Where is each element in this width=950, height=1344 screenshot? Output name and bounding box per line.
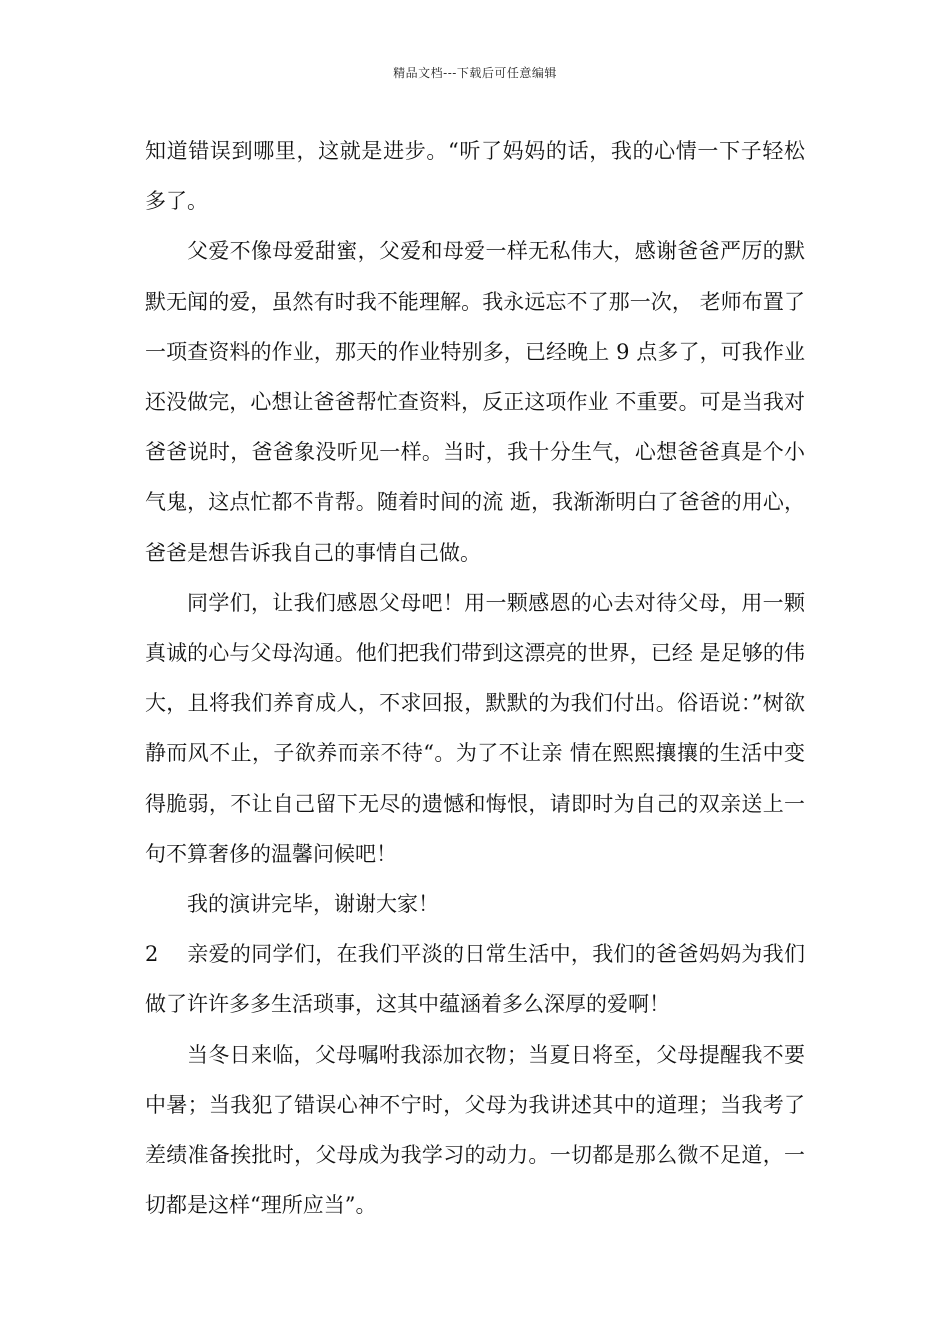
section-number: 2 bbox=[145, 942, 159, 967]
document-body bbox=[145, 126, 805, 1230]
paragraph-father-love: 父爱不像母爱甜蜜，父爱和母爱一样无私伟大，感谢爸爸严厉的默默无闻的爱，虽然有时我不能理解。我永远忘不了那一次， 老师布置了一项查资料的作业，那天的作业特别多，已经晚上 9 点多了，可我作业还没做完，心想让爸爸帮忙查资料，反正这项作业 不重要。可是当我对爸爸说时，爸爸象没听见一样。当时，我十分生气，心想爸爸真是个小气鬼，这点忙都不肯帮。随着时间的流 逝，我渐渐明白了爸爸的用心，爸爸是想告诉我自己的事情自己做。 bbox=[145, 239, 805, 565]
paragraph-parents-care: 当冬日来临，父母嘱咐我添加衣物；当夏日将至，父母提醒我不要中暑；当我犯了错误心神不宁时，父母为我讲述其中的道理；当我考了差绩准备挨批时，父母成为我学习的动力。一切都是那么微不足道，一切都是这样“理所应当”。 bbox=[145, 1042, 805, 1218]
paragraph-continuation: 知道错误到哪里，这就是进步。“听了妈妈的话，我的心情一下子轻松多了。 bbox=[145, 139, 805, 214]
paragraph-gratitude: 同学们，让我们感恩父母吧！用一颗感恩的心去对待父母，用一颗真诚的心与父母沟通。他们把我们带到这漂亮的世界，已经 是足够的伟大，且将我们养育成人，不求回报，默默的为我们付出。俗语说：”树欲静而风不止，子欲养而亲不待“。为了不让亲 情在熙熙攘攘的生活中变得脆弱，不让自己留下无尽的遗憾和悔恨，请即时为自己的双亲送上一句不算奢侈的温馨问候吧！ bbox=[145, 590, 805, 866]
page-header: 精品文档---下载后可任意编辑 bbox=[393, 66, 557, 80]
paragraph-closing: 我的演讲完毕，谢谢大家！ bbox=[187, 892, 439, 917]
paragraph-section-2 bbox=[145, 929, 805, 1029]
section-2-text: 亲爱的同学们，在我们平淡的日常生活中，我们的爸爸妈妈为我们做了许许多多生活琐事，这其中蕴涵着多么深厚的爱啊！ bbox=[145, 942, 805, 1017]
